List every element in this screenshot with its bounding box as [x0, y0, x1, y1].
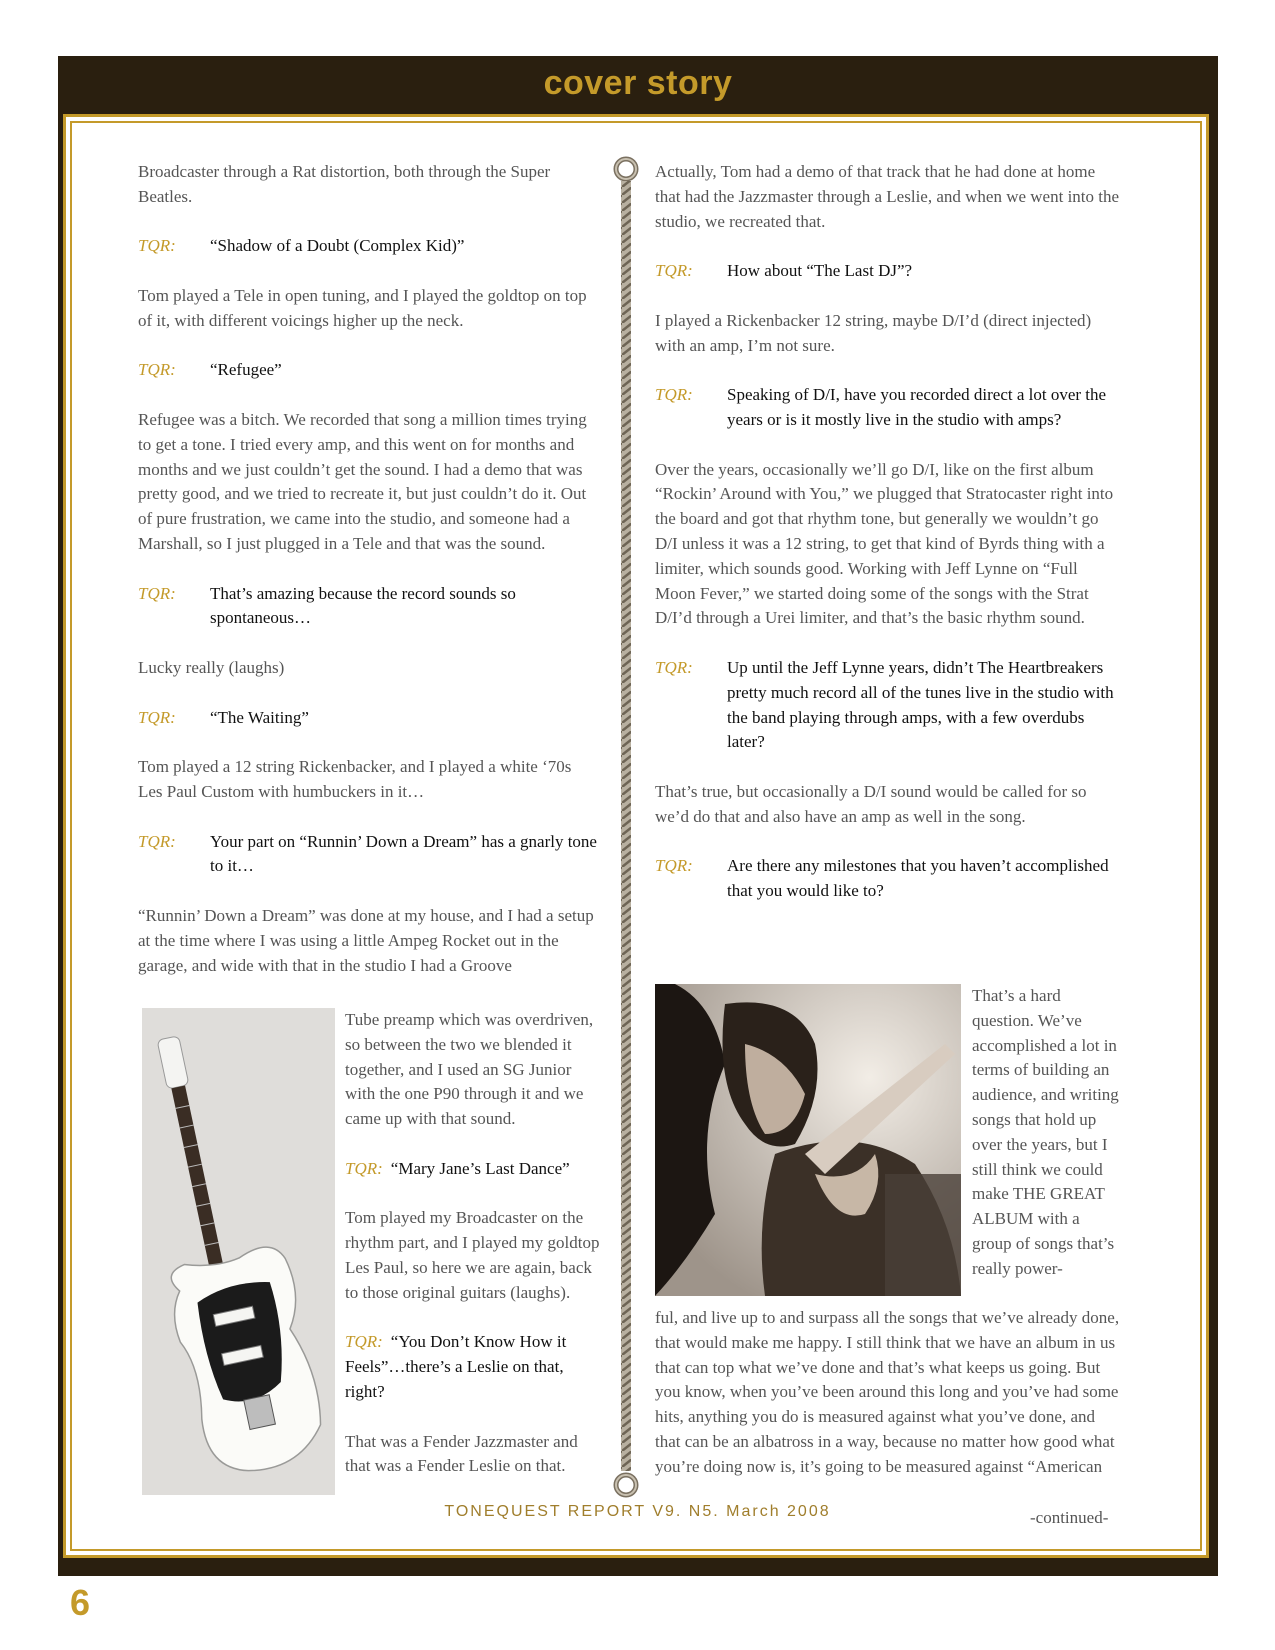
question-text: How about “The Last DJ”?	[727, 261, 913, 281]
tqr-question	[138, 706, 600, 731]
tqr-question	[138, 582, 600, 632]
answer-paragraph: Tom played a 12 string Rickenbacker, and I played a white ‘70s Les Paul Custom with humbuckers in it…	[138, 757, 572, 801]
question-text: “The Waiting”	[210, 707, 309, 727]
right-column	[655, 160, 1120, 929]
tqr-label: TQR:	[655, 261, 693, 281]
tqr-label: TQR:	[655, 657, 693, 677]
question-text: Your part on “Runnin’ Down a Dream” has a gnarly tone to it…	[210, 831, 597, 876]
guitar-photo	[142, 1008, 335, 1495]
page-number: 6	[70, 1582, 91, 1623]
answer-paragraph: Tom played a Tele in open tuning, and I played the goldtop on top of it, with different voicings higher up the neck.	[138, 285, 587, 330]
tqr-question	[138, 830, 600, 880]
rope-divider-icon	[612, 155, 640, 1500]
question-text: “Shadow of a Doubt (Complex Kid)”	[210, 236, 465, 256]
answer-paragraph: Over the years, occasionally we’ll go D/I, like on the first album “Rockin’ Around with You,” we plugged that Stratocaster right into the board and got that rhythm tone, but generally we wouldn’t go D/I unless it was a 12 string, to get that kind of Byrds thing with a limiter, which sounds good. Working with Jeff Lynne on “Full Moon Fever,” we started doing some of the songs with the Strat D/I’d through a Urei limiter, and that’s the basic rhythm sound.	[655, 459, 1114, 628]
question-text: Speaking of D/I, have you recorded direct a lot over the years or is it mostly live in the studio with amps?	[727, 385, 1107, 429]
left-float-text	[345, 1008, 603, 1504]
answer-paragraph: Refugee was a bitch. We recorded that song a million times trying to get a tone. I tried every amp, and this went on for months and months and we just couldn’t get the sound. I had a demo that was pretty good, and we tried to recreate it, but just couldn’t do it. Out of pure frustration, we came into the studio, and someone had a Marshall, so I just plugged in a Tele and that was the sound.	[138, 409, 587, 553]
tqr-label: TQR:	[138, 236, 176, 256]
answer-paragraph: I played a Rickenbacker 12 string, maybe D/I’d (direct injected) with an amp, I’m not sure.	[655, 310, 1092, 355]
answer-paragraph: “Runnin’ Down a Dream” was done at my house, and I had a setup at the time where I was using a little Ampeg Rocket out in the garage, and wide with that in the studio I had a Groove	[138, 905, 594, 975]
question-text: Up until the Jeff Lynne years, didn’t The Heartbreakers pretty much record all of the tunes live in the studio with the band playing through amps, with a few overdubs later?	[727, 657, 1114, 752]
tqr-label: TQR:	[138, 831, 176, 851]
tqr-label: TQR:	[345, 1158, 383, 1178]
tqr-label: TQR:	[138, 360, 176, 380]
tqr-question	[345, 1330, 603, 1404]
footer-publication: TONEQUEST REPORT V9. N5. March 2008	[444, 1503, 831, 1520]
question-text: That’s amazing because the record sounds so spontaneous…	[210, 583, 516, 628]
answer-paragraph: Broadcaster through a Rat distortion, both through the Super Beatles.	[138, 162, 551, 206]
tqr-label: TQR:	[655, 385, 693, 405]
answer-paragraph: Tube preamp which was overdriven, so between the two we blended it together, and I used an SG Junior with the one P90 through it and we came up with that sound.	[345, 1010, 594, 1129]
answer-paragraph: Tom played my Broadcaster on the rhythm part, and I played my goldtop Les Paul, so here we are again, back to those original guitars (laughs).	[345, 1208, 600, 1302]
right-bottom-text: ful, and live up to and surpass all the songs that we’ve already done, that would make me happy. I still think that we have an album in us that can top what we’ve done and that’s what keeps us going. But you know, when you’ve been around this long and you’ve had some hits, anything you do is measured against what you’ve done, and that can be an albatross in a way, because no matter how good what you’re doing now is, it’s going to be measured against “American	[655, 1308, 1120, 1476]
answer-paragraph: Lucky really (laughs)	[138, 657, 285, 677]
tqr-question	[655, 383, 1120, 433]
question-text: Are there any milestones that you haven’t accomplished that you would like to?	[727, 856, 1109, 901]
continued-marker: -continued-	[1030, 1508, 1109, 1527]
right-float-text: That’s a hard question. We’ve accomplished a lot in terms of building an audience, and writing songs that hold up over the years, but I still think we could make THE GREAT ALBUM with a group of songs that’s really power-	[972, 986, 1119, 1278]
tqr-question	[655, 259, 1120, 284]
left-column	[138, 160, 600, 1003]
tqr-question	[655, 656, 1120, 755]
answer-paragraph: Actually, Tom had a demo of that track that he had done at home that had the Jazzmaster through a Leslie, and when we went into the studio, we recreated that.	[655, 162, 1120, 231]
guitarist-photo	[655, 984, 961, 1296]
answer-paragraph: That was a Fender Jazzmaster and that was a Fender Leslie on that.	[345, 1431, 578, 1476]
tqr-label: TQR:	[138, 707, 176, 727]
question-text: “You Don’t Know How it Feels”…there’s a Leslie on that, right?	[345, 1332, 567, 1401]
tqr-question	[138, 234, 600, 259]
tqr-question	[655, 854, 1120, 904]
tqr-label: TQR:	[655, 856, 693, 876]
tqr-question	[138, 358, 600, 383]
tqr-label: TQR:	[345, 1332, 383, 1352]
question-text: “Mary Jane’s Last Dance”	[390, 1158, 570, 1178]
tqr-question	[345, 1157, 603, 1182]
question-text: “Refugee”	[210, 360, 282, 380]
tqr-label: TQR:	[138, 583, 176, 603]
answer-paragraph: That’s true, but occasionally a D/I sound would be called for so we’d do that and also have an amp as well in the song.	[655, 781, 1087, 826]
section-title: cover story	[543, 64, 733, 102]
